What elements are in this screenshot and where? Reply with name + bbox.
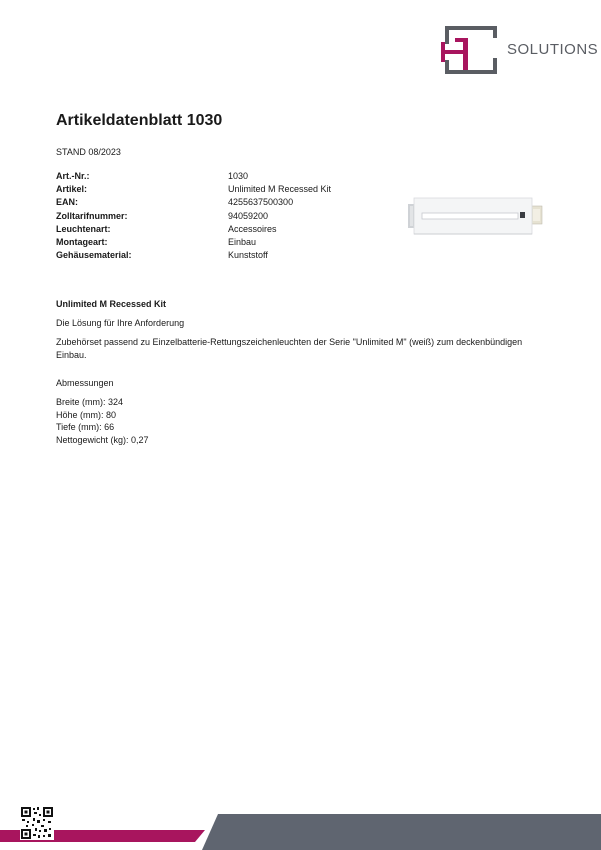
description-intro: Die Lösung für Ihre Anforderung [56,318,185,328]
spec-label: Artikel: [56,184,88,195]
description-body-line: Zubehörset passend zu Einzelbatterie-Rettungszeichenleuchten der Serie "Unlimited M" (weiß) zum deckenbündigen [56,337,523,347]
spec-value: 4255637500300 [228,197,294,208]
spec-row-art-nr [56,170,356,183]
description-title: Unlimited M Recessed Kit [56,299,167,309]
stand-date: STAND 08/2023 [56,147,121,157]
spec-row-gehaeusematerial [56,249,356,262]
spec-row-leuchtenart [56,223,356,236]
spec-label: Zolltarifnummer: [56,210,128,221]
dimension-item: Tiefe (mm): 66 [56,422,115,432]
logo-text: SOLUTIONS [507,41,599,58]
spec-value: Kunststoff [228,250,268,261]
spec-row-ean [56,196,356,209]
dimension-item: Nettogewicht (kg): 0,27 [56,434,149,445]
footer-band [0,806,601,850]
spec-value: Accessoires [228,223,277,234]
product-image [406,192,546,242]
spec-table [56,170,356,262]
dimensions-list [56,396,546,446]
page-title: Artikeldatenblatt 1030 [56,112,223,129]
spec-label: Montageart: [56,236,108,247]
spec-row-artikel [56,183,356,196]
spec-value: Einbau [228,236,257,247]
dimensions-heading: Abmessungen [56,378,114,388]
spec-value: 94059200 [228,210,269,221]
spec-label: Art.-Nr.: [56,171,90,181]
spec-label: Leuchtenart: [56,223,111,234]
spec-value: 1030 [228,171,249,181]
spec-value: Unlimited M Recessed Kit [228,184,332,195]
spec-row-zolltarifnummer [56,210,356,223]
dimension-item: Höhe (mm): 80 [56,409,117,420]
spec-label: Gehäusematerial: [56,250,132,261]
dimension-item: Breite (mm): 324 [56,397,124,407]
spec-row-montageart [56,236,356,249]
description-body [56,336,546,361]
description-body-line: Einbau. [56,349,87,360]
spec-label: EAN: [56,197,78,208]
qr-code-icon [20,806,54,840]
